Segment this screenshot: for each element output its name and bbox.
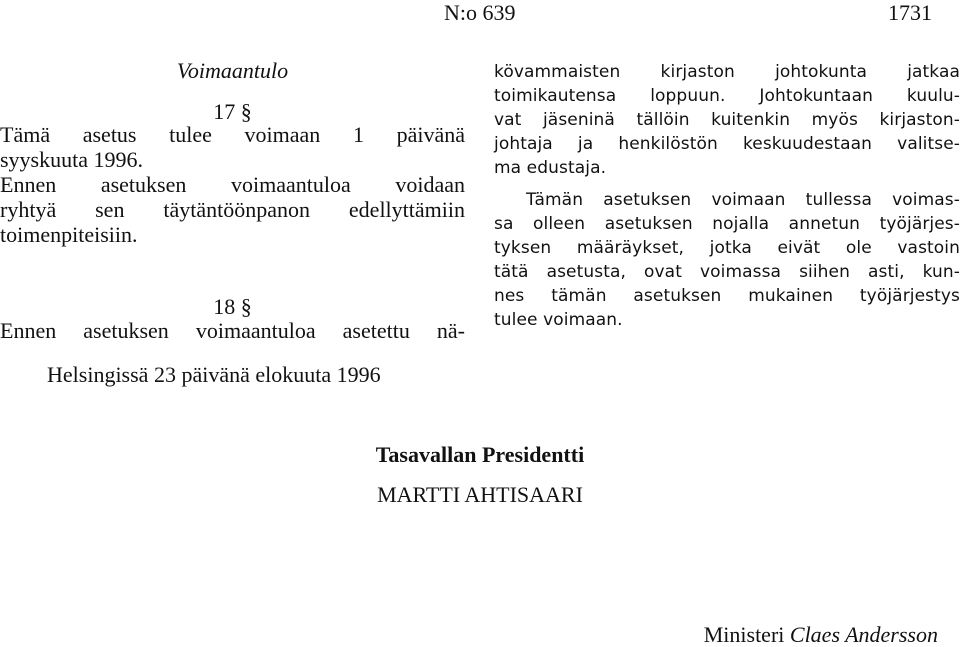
text-line: ryhtyä sen täytäntöönpanon edellyttämiin	[0, 197, 465, 222]
paragraph-committee	[494, 60, 960, 180]
section-heading-voimaantulo: Voimaantulo	[176, 58, 289, 83]
text-line: Ennen asetuksen voimaantuloa asetettu nä-	[0, 318, 465, 343]
text-line: Ennen asetuksen voimaantuloa voidaan	[0, 172, 465, 197]
act-number: N:o 639	[444, 0, 516, 25]
text-line: tyksen määräykset, jotka eivät ole vastoin	[494, 238, 960, 258]
minister-title: Ministeri	[703, 622, 785, 647]
text-line: toimikautensa loppuun. Johtokuntaan kuulu-	[494, 86, 960, 106]
minister-signature	[704, 622, 938, 647]
text-line: toimenpiteisiin.	[0, 222, 138, 247]
text-line: sa olleen asetuksen nojalla annetun työjärjes-	[494, 214, 960, 234]
text-line: Tämän asetuksen voimaan tullessa voimas-	[526, 190, 960, 210]
president-title: Tasavallan Presidentti	[375, 442, 585, 467]
text-line: syyskuuta 1996.	[0, 147, 143, 172]
text-line: vat jäseninä tällöin kuitenkin myös kirjaston-	[494, 110, 960, 130]
page-number: 1731	[888, 0, 932, 25]
text-line: ma edustaja.	[494, 158, 607, 178]
section-18-number: 18 §	[213, 294, 252, 319]
place-and-date: Helsingissä 23 päivänä elokuuta 1996	[47, 362, 381, 387]
text-line: tätä asetusta, ovat voimassa siihen asti, kun-	[494, 262, 960, 282]
paragraph-preparation	[0, 172, 465, 247]
section-18-text	[0, 318, 465, 343]
text-line: nes tämän asetuksen mukainen työjärjestys	[494, 286, 960, 306]
minister-name: Claes Andersson	[789, 622, 938, 647]
section-17-text	[0, 122, 465, 172]
section-17-number: 17 §	[213, 99, 252, 124]
paragraph-work-order	[494, 188, 960, 332]
text-line: Tämä asetus tulee voimaan 1 päivänä	[0, 122, 465, 147]
president-name: MARTTI AHTISAARI	[377, 482, 583, 507]
text-line: tulee voimaan.	[494, 310, 623, 330]
text-line: johtaja ja henkilöstön keskuudestaan valitse-	[494, 134, 960, 154]
text-line: kövammaisten kirjaston johtokunta jatkaa	[494, 62, 960, 82]
